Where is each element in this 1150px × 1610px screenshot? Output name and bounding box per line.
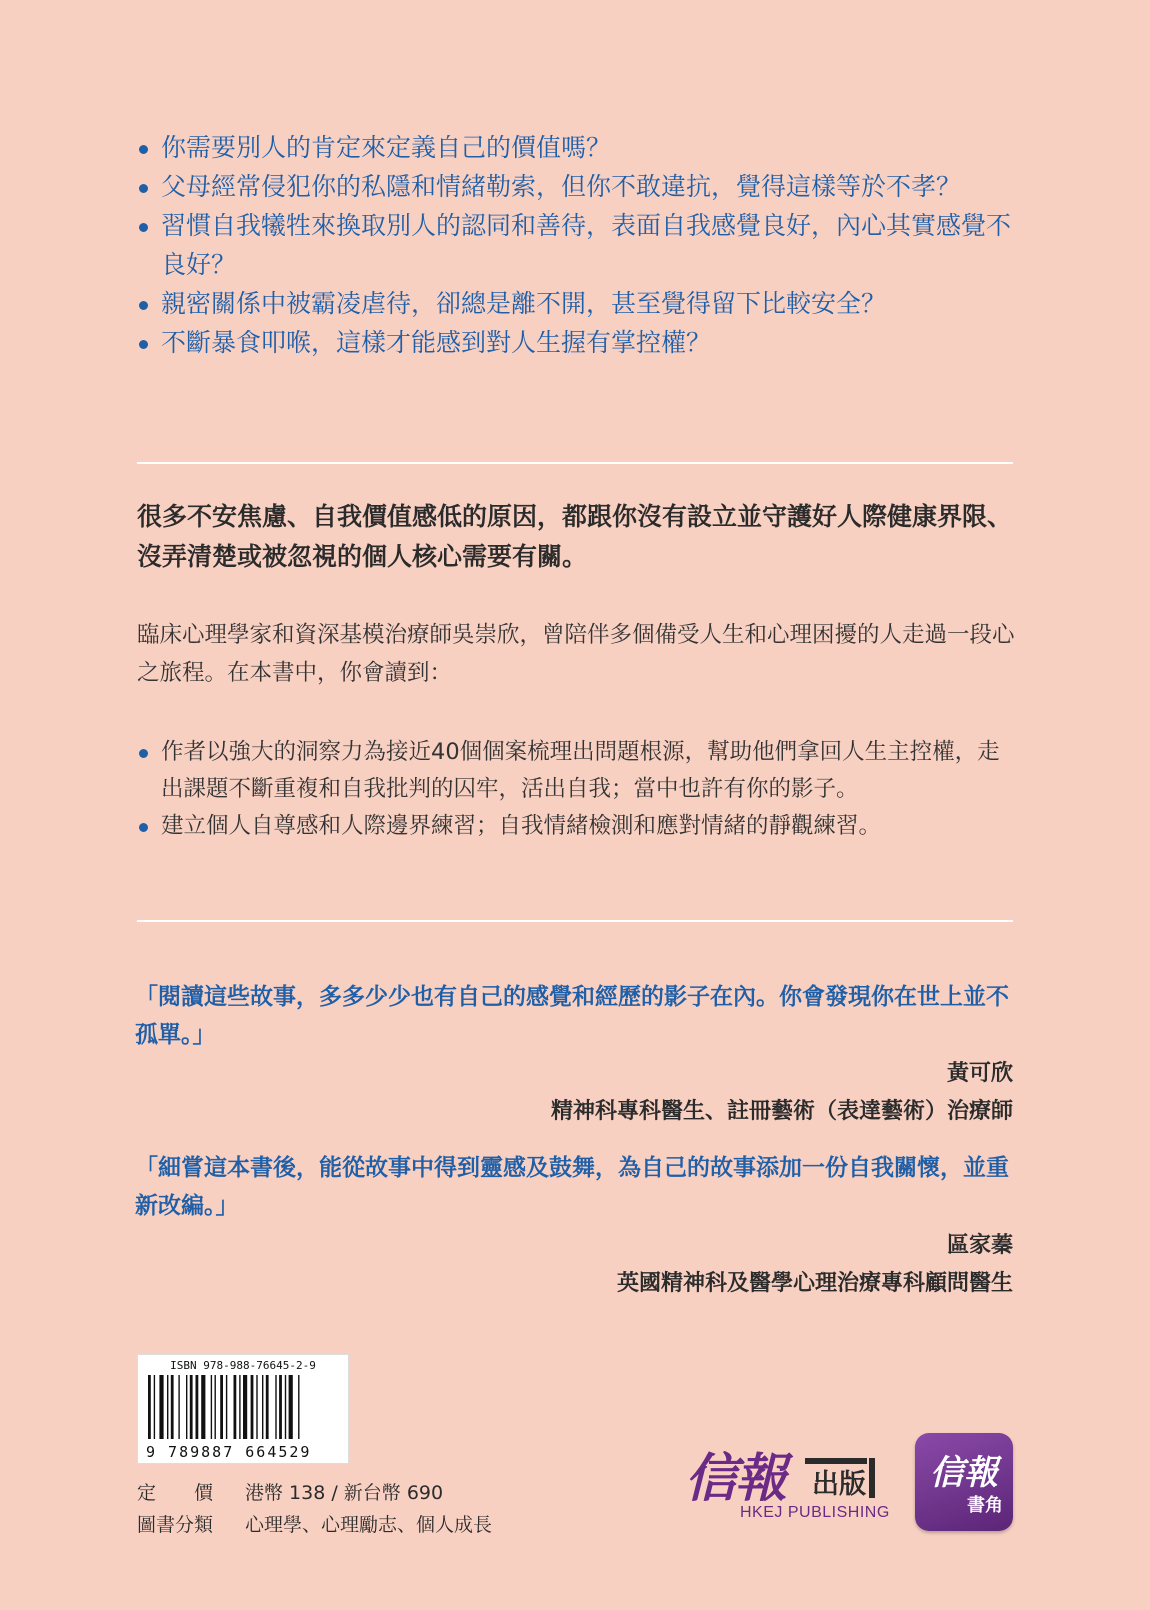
barcode-bar	[196, 1375, 199, 1439]
barcode-bar	[239, 1375, 240, 1439]
isbn-barcode	[137, 1354, 349, 1464]
endorsement-quote: 「細嘗這本書後，能從故事中得到靈感及鼓舞，為自己的故事添加一份自我關懷，並重新改編。」	[135, 1155, 1009, 1219]
question-item: 親密關係中被霸凌虐待，卻總是離不開，甚至覺得留下比較安全？	[137, 284, 1017, 323]
barcode-bar	[201, 1375, 205, 1439]
barcode-bar	[220, 1375, 223, 1439]
bullet-icon	[139, 301, 148, 310]
barcode-bar	[226, 1375, 227, 1439]
bullet-icon	[139, 749, 148, 758]
bullet-icon	[139, 340, 148, 349]
price-value: 港幣 138 / 新台幣 690	[245, 1482, 444, 1504]
question-item: 習慣自我犧牲來換取別人的認同和善待，表面自我感覺良好，內心其實感覺不良好？	[137, 206, 1017, 284]
barcode-bar	[215, 1375, 216, 1439]
publisher-logo	[685, 1436, 895, 1531]
barcode-bars	[144, 1375, 344, 1441]
book-meta	[137, 1477, 492, 1541]
barcode-bar	[186, 1375, 187, 1439]
barcode-bar	[275, 1375, 276, 1439]
category-row	[137, 1509, 492, 1541]
app-icon-subtitle: 書角	[967, 1495, 1003, 1516]
isbn-digits: 9 789887 664529	[146, 1443, 312, 1461]
price-label: 定 價	[137, 1482, 214, 1504]
barcode-bar	[266, 1375, 269, 1439]
divider	[137, 920, 1013, 922]
barcode-bar	[298, 1375, 299, 1439]
barcode-bar	[159, 1375, 163, 1439]
book-points-list	[137, 734, 1017, 845]
barcode-bar	[285, 1375, 286, 1439]
barcode-bar	[211, 1375, 212, 1439]
endorser-title: 精神科專科醫生、註冊藝術（表達藝術）治療師	[550, 1099, 1013, 1124]
barcode-bar	[167, 1375, 168, 1439]
bullet-icon	[139, 223, 148, 232]
bullet-icon	[139, 823, 148, 832]
category-label: 圖書分類	[137, 1514, 214, 1536]
barcode-bar	[154, 1375, 155, 1439]
barcode-bar	[171, 1375, 174, 1439]
barcode-bar	[256, 1375, 257, 1439]
endorsement-quote: 「閱讀這些故事，多多少少也有自己的感覺和經歷的影子在內。你會發現你在世上並不孤單。」	[135, 984, 1009, 1048]
endorser-name: 區家蓁	[946, 1233, 1013, 1258]
question-list	[137, 128, 1017, 362]
endorser-title: 英國精神科及醫學心理治療專科顧問醫生	[616, 1271, 1013, 1296]
question-item: 父母經常侵犯你的私隱和情緒勒索，但你不敢違抗，覺得這樣等於不孝？	[137, 167, 1017, 206]
book-point-item: 作者以強大的洞察力為接近40個個案梳理出問題根源，幫助他們拿回人生主控權，走出課題不斷重複和自我批判的囚牢，活出自我；當中也許有你的影子。	[137, 734, 1017, 808]
lead-statement: 很多不安焦慮、自我價值感低的原因，都跟你沒有設立並守護好人際健康界限、沒弄清楚或被忽視的個人核心需要有關。	[137, 502, 1013, 571]
category-value: 心理學、心理勵志、個人成長	[245, 1514, 493, 1536]
logo-bar-decoration	[869, 1458, 875, 1498]
barcode-bar	[289, 1375, 293, 1439]
bullet-icon	[139, 184, 148, 193]
book-point-item: 建立個人自尊感和人際邊界練習；自我情緒檢測和應對情緒的靜觀練習。	[137, 808, 1017, 845]
divider	[137, 462, 1013, 464]
barcode-bar	[190, 1375, 193, 1439]
publisher-logo-suffix: 出版	[812, 1469, 866, 1500]
barcode-bar	[234, 1375, 237, 1439]
endorser-name: 黃可欣	[946, 1061, 1013, 1086]
price-row	[137, 1477, 492, 1509]
barcode-bar	[279, 1375, 282, 1439]
question-item: 你需要別人的肯定來定義自己的價值嗎？	[137, 128, 1017, 167]
publisher-logo-cn: 信報	[685, 1448, 786, 1509]
isbn-label: ISBN 978-988-76645-2-9	[170, 1359, 316, 1372]
app-icon-title: 信報	[930, 1453, 998, 1493]
intro-paragraph: 臨床心理學家和資深基模治療師吳崇欣，曾陪伴多個備受人生和心理困擾的人走過一段心之旅程。在本書中，你會讀到：	[137, 622, 1015, 686]
barcode-bar	[178, 1375, 179, 1439]
barcode-bar	[243, 1375, 247, 1439]
barcode-bar	[251, 1375, 254, 1439]
publisher-logo-en: HKEJ PUBLISHING	[740, 1504, 890, 1521]
book-app-icon	[915, 1433, 1013, 1531]
barcode-bar	[148, 1375, 151, 1439]
barcode-bar	[262, 1375, 263, 1439]
question-item: 不斷暴食叩喉，這樣才能感到對人生握有掌控權？	[137, 323, 1017, 362]
bullet-icon	[139, 145, 148, 154]
